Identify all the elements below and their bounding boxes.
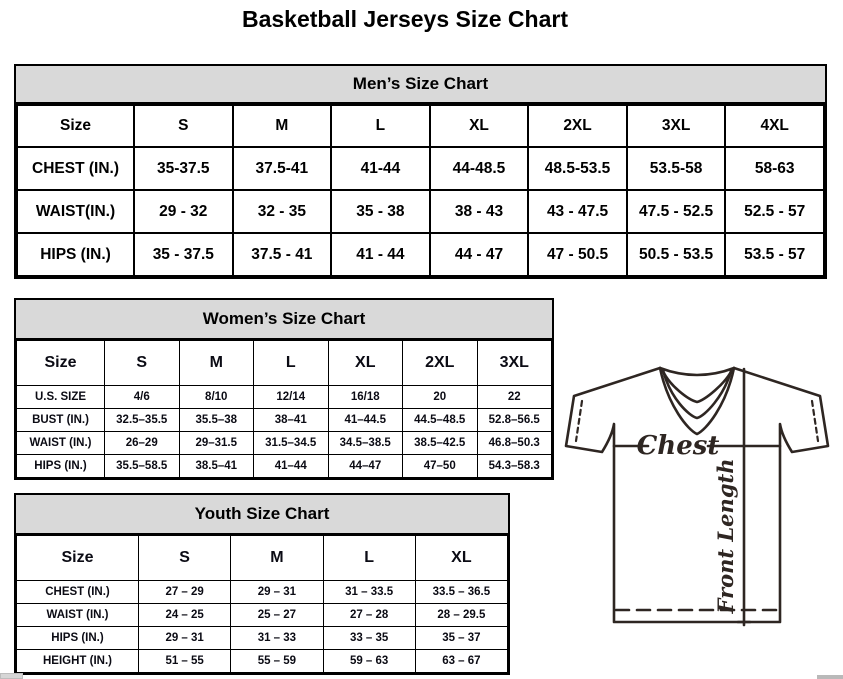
measurement-row xyxy=(17,627,508,650)
womens-chart-title: Women’s Size Chart xyxy=(16,300,552,340)
size-cell: 55 – 59 xyxy=(231,650,323,673)
column-header-3xl: 3XL xyxy=(627,105,726,147)
size-cell: 54.3–58.3 xyxy=(477,455,552,478)
mens-size-chart xyxy=(14,64,827,279)
row-label: WAIST(IN.) xyxy=(17,190,134,233)
row-label: HEIGHT (IN.) xyxy=(17,650,139,673)
measurement-row xyxy=(17,650,508,673)
jersey-outline xyxy=(566,368,828,622)
size-cell: 41 - 44 xyxy=(331,233,430,276)
size-cell: 20 xyxy=(403,386,478,409)
size-cell: 38.5–42.5 xyxy=(403,432,478,455)
size-cell: 29–31.5 xyxy=(179,432,254,455)
size-cell: 12/14 xyxy=(254,386,329,409)
size-cell: 35-37.5 xyxy=(134,147,233,190)
column-header-l: L xyxy=(323,536,415,581)
size-cell: 8/10 xyxy=(179,386,254,409)
front-length-measure-line xyxy=(738,369,750,625)
size-cell: 32 - 35 xyxy=(233,190,332,233)
page-title: Basketball Jerseys Size Chart xyxy=(241,6,568,32)
size-cell: 41-44 xyxy=(331,147,430,190)
size-cell: 32.5–35.5 xyxy=(105,409,180,432)
mens-size-table xyxy=(16,104,825,277)
size-cell: 35 - 38 xyxy=(331,190,430,233)
jersey-collar-band-inner xyxy=(663,370,731,418)
column-header-2xl: 2XL xyxy=(528,105,627,147)
column-header-s: S xyxy=(105,341,180,386)
size-cell: 44-48.5 xyxy=(430,147,529,190)
size-cell: 46.8–50.3 xyxy=(477,432,552,455)
size-cell: 4/6 xyxy=(105,386,180,409)
measurement-row xyxy=(17,581,508,604)
size-cell: 25 – 27 xyxy=(231,604,323,627)
youth-chart-title: Youth Size Chart xyxy=(16,495,508,535)
size-cell: 22 xyxy=(477,386,552,409)
size-cell: 47 - 50.5 xyxy=(528,233,627,276)
size-cell: 33.5 – 36.5 xyxy=(415,581,507,604)
size-cell: 29 – 31 xyxy=(139,627,231,650)
column-header-row xyxy=(17,105,824,147)
size-cell: 33 – 35 xyxy=(323,627,415,650)
measurement-row xyxy=(17,409,552,432)
size-cell: 29 - 32 xyxy=(134,190,233,233)
size-cell: 31 – 33.5 xyxy=(323,581,415,604)
size-corner-header: Size xyxy=(17,536,139,581)
womens-size-chart xyxy=(14,298,554,480)
row-label: HIPS (IN.) xyxy=(17,627,139,650)
size-cell: 53.5-58 xyxy=(627,147,726,190)
size-cell: 44.5–48.5 xyxy=(403,409,478,432)
column-header-row xyxy=(17,536,508,581)
column-header-m: M xyxy=(231,536,323,581)
column-header-l: L xyxy=(254,341,329,386)
size-cell: 16/18 xyxy=(328,386,403,409)
size-cell: 35 – 37 xyxy=(415,627,507,650)
column-header-row xyxy=(17,341,552,386)
size-cell: 38–41 xyxy=(254,409,329,432)
size-cell: 35 - 37.5 xyxy=(134,233,233,276)
measurement-row xyxy=(17,432,552,455)
size-cell: 35.5–58.5 xyxy=(105,455,180,478)
size-cell: 29 – 31 xyxy=(231,581,323,604)
column-header-m: M xyxy=(179,341,254,386)
size-cell: 27 – 29 xyxy=(139,581,231,604)
size-cell: 31 – 33 xyxy=(231,627,323,650)
size-cell: 52.8–56.5 xyxy=(477,409,552,432)
size-cell: 53.5 - 57 xyxy=(725,233,824,276)
size-cell: 47–50 xyxy=(403,455,478,478)
size-cell: 34.5–38.5 xyxy=(328,432,403,455)
size-cell: 43 - 47.5 xyxy=(528,190,627,233)
size-cell: 47.5 - 52.5 xyxy=(627,190,726,233)
measurement-row xyxy=(17,604,508,627)
size-cell: 37.5-41 xyxy=(233,147,332,190)
column-header-m: M xyxy=(233,105,332,147)
size-cell: 59 – 63 xyxy=(323,650,415,673)
size-cell: 37.5 - 41 xyxy=(233,233,332,276)
column-header-l: L xyxy=(331,105,430,147)
youth-size-chart xyxy=(14,493,510,675)
size-cell: 35.5–38 xyxy=(179,409,254,432)
row-label: CHEST (IN.) xyxy=(17,581,139,604)
size-cell: 63 – 67 xyxy=(415,650,507,673)
horizontal-scrollbar-fragment-left[interactable] xyxy=(0,673,23,679)
chest-label: Chest xyxy=(636,431,720,461)
column-header-xl: XL xyxy=(328,341,403,386)
jersey-measurement-diagram xyxy=(556,354,842,654)
row-label: BUST (IN.) xyxy=(17,409,105,432)
column-header-3xl: 3XL xyxy=(477,341,552,386)
measurement-row xyxy=(17,455,552,478)
youth-size-table xyxy=(16,535,508,673)
size-cell: 31.5–34.5 xyxy=(254,432,329,455)
horizontal-scrollbar-fragment-right[interactable] xyxy=(817,675,843,679)
size-cell: 58-63 xyxy=(725,147,824,190)
size-cell: 38.5–41 xyxy=(179,455,254,478)
column-header-xl: XL xyxy=(430,105,529,147)
right-cuff-dashed-line xyxy=(812,401,818,441)
womens-size-table xyxy=(16,340,552,478)
row-label: CHEST (IN.) xyxy=(17,147,134,190)
front-length-label: Front Length xyxy=(713,458,738,614)
size-cell: 38 - 43 xyxy=(430,190,529,233)
size-cell: 28 – 29.5 xyxy=(415,604,507,627)
size-corner-header: Size xyxy=(17,341,105,386)
column-header-s: S xyxy=(134,105,233,147)
row-label: HIPS (IN.) xyxy=(17,233,134,276)
row-label: HIPS (IN.) xyxy=(17,455,105,478)
jersey-collar-back xyxy=(660,368,734,375)
size-cell: 24 – 25 xyxy=(139,604,231,627)
measurement-row xyxy=(17,190,824,233)
size-cell: 44 - 47 xyxy=(430,233,529,276)
size-cell: 41–44 xyxy=(254,455,329,478)
measurement-row xyxy=(17,233,824,276)
column-header-s: S xyxy=(139,536,231,581)
measurement-row xyxy=(17,386,552,409)
row-label: U.S. SIZE xyxy=(17,386,105,409)
size-cell: 41–44.5 xyxy=(328,409,403,432)
size-cell: 27 – 28 xyxy=(323,604,415,627)
mens-chart-title: Men’s Size Chart xyxy=(16,66,825,104)
left-cuff-dashed-line xyxy=(576,401,582,441)
size-cell: 26–29 xyxy=(105,432,180,455)
column-header-4xl: 4XL xyxy=(725,105,824,147)
column-header-2xl: 2XL xyxy=(403,341,478,386)
column-header-xl: XL xyxy=(415,536,507,581)
size-cell: 50.5 - 53.5 xyxy=(627,233,726,276)
row-label: WAIST (IN.) xyxy=(17,604,139,627)
row-label: WAIST (IN.) xyxy=(17,432,105,455)
measurement-row xyxy=(17,147,824,190)
size-corner-header: Size xyxy=(17,105,134,147)
size-cell: 52.5 - 57 xyxy=(725,190,824,233)
size-cell: 51 – 55 xyxy=(139,650,231,673)
size-cell: 44–47 xyxy=(328,455,403,478)
size-cell: 48.5-53.5 xyxy=(528,147,627,190)
